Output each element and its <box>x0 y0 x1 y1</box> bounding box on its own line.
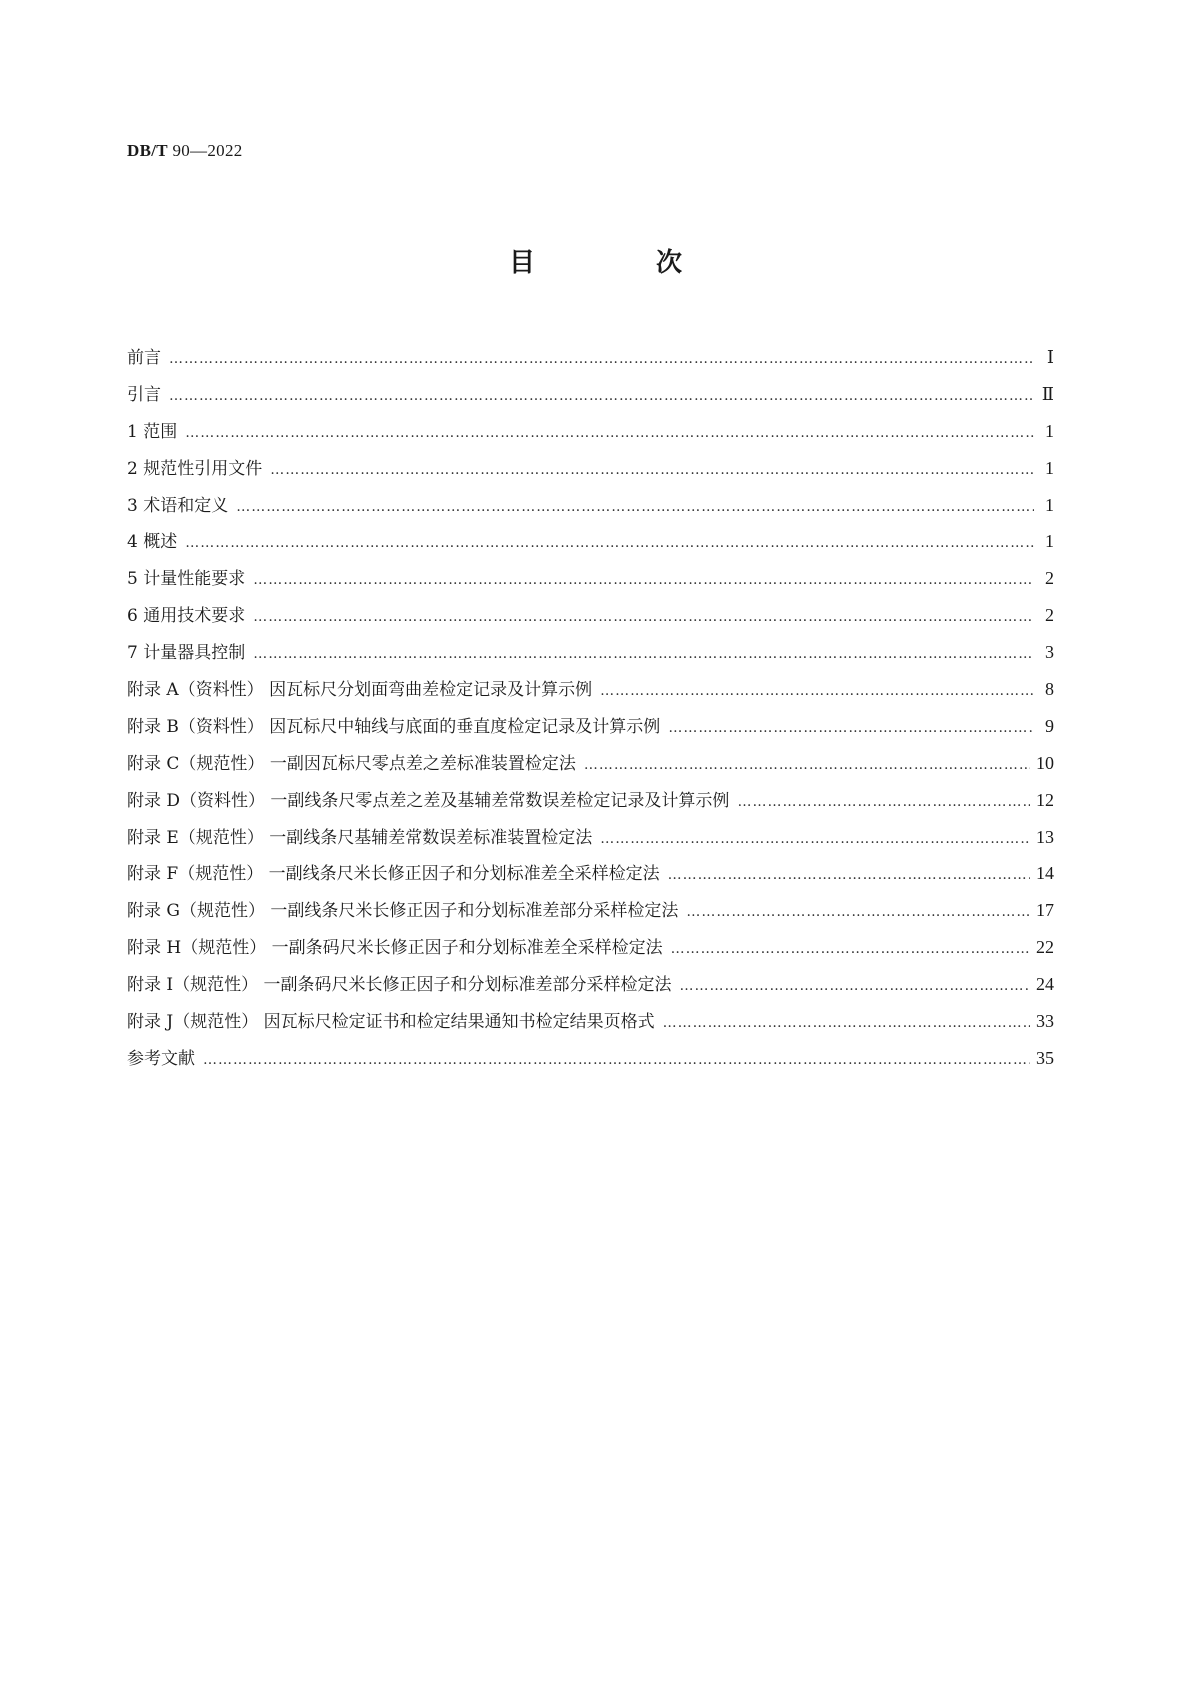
toc-entry-label: 前言 <box>127 348 161 368</box>
toc-page-number: 22 <box>1036 937 1054 958</box>
toc-entry-appendix-b[interactable] <box>127 712 1054 749</box>
toc-entry-label: 5 计量性能要求 <box>127 569 246 590</box>
toc-entry-appendix-j[interactable] <box>127 1007 1054 1044</box>
toc-entry-foreword[interactable] <box>127 343 1054 380</box>
toc-entry-appendix-g[interactable] <box>127 896 1054 933</box>
toc-leader-dots <box>236 499 1034 515</box>
toc-entry-appendix-a[interactable] <box>127 675 1054 712</box>
toc-entry-appendix-c[interactable] <box>127 749 1054 786</box>
toc-entry-label: 附录 F（规范性） 一副线条尺米长修正因子和分划标准差全采样检定法 <box>127 864 660 885</box>
document-code <box>127 141 243 161</box>
toc-entry-appendix-e[interactable] <box>127 823 1054 860</box>
toc-page-number: 1 <box>1045 494 1054 515</box>
toc-entry-terms-definitions[interactable] <box>127 491 1054 528</box>
toc-page-number: Ⅰ <box>1046 347 1054 367</box>
toc-page-number: 2 <box>1045 605 1054 626</box>
toc-leader-dots <box>671 941 1030 957</box>
toc-entry-bibliography[interactable] <box>127 1044 1054 1081</box>
toc-page-number: 35 <box>1036 1047 1054 1068</box>
toc-leader-dots <box>253 572 1034 588</box>
toc-leader-dots <box>185 425 1034 441</box>
toc-leader-dots <box>584 757 1030 773</box>
toc-entry-appendix-i[interactable] <box>127 970 1054 1007</box>
toc-page-number: 8 <box>1045 679 1054 700</box>
toc-entry-label: 3 术语和定义 <box>127 495 229 516</box>
toc-page-number: 12 <box>1036 789 1054 810</box>
toc-leader-dots <box>253 609 1034 625</box>
toc-entry-label: 附录 H（规范性） 一副条码尺米长修正因子和分划标准差全采样检定法 <box>127 938 663 959</box>
toc-entry-label: 附录 D（资料性） 一副线条尺零点差之差及基辅差常数误差检定记录及计算示例 <box>127 790 730 811</box>
toc-entry-label: 4 概述 <box>127 532 178 553</box>
toc-entry-label: 引言 <box>127 384 161 405</box>
toc-entry-label: 6 通用技术要求 <box>127 606 246 627</box>
toc-leader-dots <box>600 683 1034 699</box>
toc-leader-dots <box>270 462 1034 478</box>
toc-page-number: 14 <box>1036 863 1054 884</box>
toc-page-number: 1 <box>1045 531 1054 552</box>
toc-page-number: 2 <box>1045 568 1054 589</box>
toc-entry-instrument-control[interactable] <box>127 638 1054 675</box>
toc-entry-label: 附录 B（资料性） 因瓦标尺中轴线与底面的垂直度检定记录及计算示例 <box>127 716 661 737</box>
toc-entry-label: 附录 E（规范性） 一副线条尺基辅差常数误差标准装置检定法 <box>127 827 593 848</box>
toc-page-number: 13 <box>1036 826 1054 847</box>
toc-entry-label: 附录 A（资料性） 因瓦标尺分划面弯曲差检定记录及计算示例 <box>127 680 593 701</box>
toc-leader-dots <box>668 867 1030 883</box>
toc-page-number: 9 <box>1045 715 1054 736</box>
toc-page-number: 17 <box>1036 900 1054 921</box>
toc-entry-appendix-h[interactable] <box>127 933 1054 970</box>
toc-entry-metrological-requirements[interactable] <box>127 564 1054 601</box>
table-of-contents <box>127 343 1054 1081</box>
toc-entry-label: 1 范围 <box>127 421 178 442</box>
toc-entry-label: 附录 C（规范性） 一副因瓦标尺零点差之差标准装置检定法 <box>127 753 576 774</box>
toc-leader-dots <box>185 535 1034 551</box>
toc-leader-dots <box>680 978 1030 994</box>
toc-leader-dots <box>686 904 1030 920</box>
toc-leader-dots <box>203 1052 1030 1068</box>
toc-entry-label: 附录 I（规范性） 一副条码尺米长修正因子和分划标准差部分采样检定法 <box>127 975 672 996</box>
toc-entry-label: 附录 G（规范性） 一副线条尺米长修正因子和分划标准差部分采样检定法 <box>127 901 679 922</box>
toc-leader-dots <box>737 794 1030 810</box>
toc-entry-label: 附录 J（规范性） 因瓦标尺检定证书和检定结果通知书检定结果页格式 <box>127 1012 655 1033</box>
toc-entry-label: 参考文献 <box>127 1048 195 1069</box>
document-code-prefix: DB/T <box>127 141 168 160</box>
toc-page-number: 1 <box>1045 457 1054 478</box>
toc-entry-label: 7 计量器具控制 <box>127 643 246 664</box>
toc-page-number: 1 <box>1045 420 1054 441</box>
toc-page-number: 10 <box>1036 752 1054 773</box>
page-title: 目 次 <box>508 248 739 278</box>
toc-entry-overview[interactable] <box>127 527 1054 564</box>
toc-entry-normative-references[interactable] <box>127 454 1054 491</box>
toc-leader-dots <box>663 1015 1030 1031</box>
toc-entry-appendix-d[interactable] <box>127 786 1054 823</box>
toc-page-number: 33 <box>1036 1011 1054 1032</box>
toc-entry-scope[interactable] <box>127 417 1054 454</box>
toc-entry-label: 2 规范性引用文件 <box>127 458 263 479</box>
document-code-number: 90—2022 <box>172 141 243 160</box>
toc-entry-appendix-f[interactable] <box>127 859 1054 896</box>
toc-entry-general-technical-requirements[interactable] <box>127 601 1054 638</box>
toc-leader-dots <box>169 388 1034 404</box>
toc-page-number: Ⅱ <box>1041 383 1054 404</box>
toc-entry-introduction[interactable] <box>127 380 1054 417</box>
toc-leader-dots <box>600 831 1030 847</box>
toc-page-number: 3 <box>1045 642 1054 663</box>
toc-page-number: 24 <box>1036 974 1054 995</box>
toc-leader-dots <box>169 351 1034 367</box>
toc-leader-dots <box>668 720 1034 736</box>
toc-leader-dots <box>253 646 1034 662</box>
